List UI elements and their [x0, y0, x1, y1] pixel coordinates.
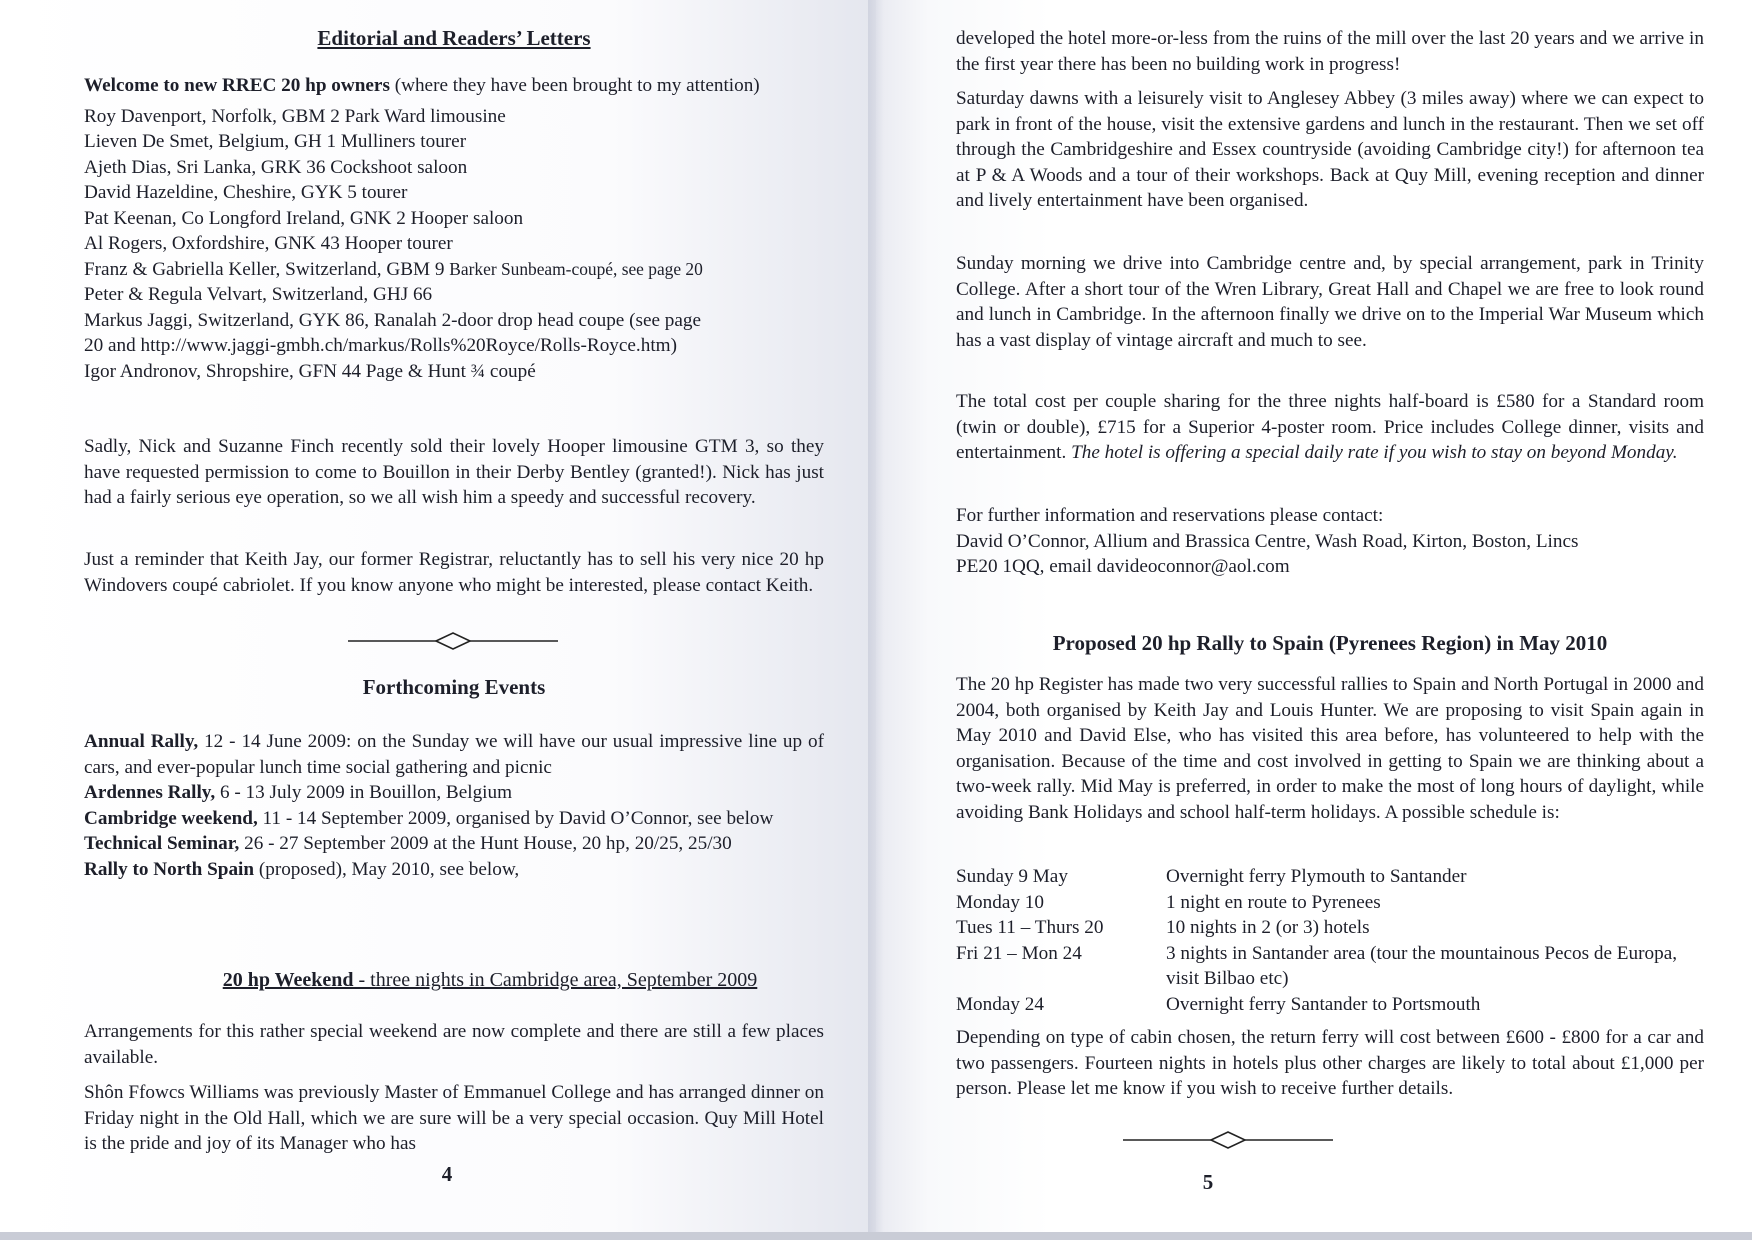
- owner-item: Peter & Regula Velvart, Switzerland, GHJ 66: [84, 284, 433, 305]
- spain-paragraph: The 20 hp Register has made two very successful rallies to Spain and North Portugal in 2000 and 2004, both organised by Keith Jay and Louis Hunter. We are proposing to visit Spain again in May 2010 and David Else, who has visited this area before, has volunteered to help with the organisation. Because of the time and cost involved in getting to Spain we are thinking about a two-week rally. Mid May is preferred, in order to make the most of long hours of daylight, while avoiding Bank Holidays and school half-term holidays. A possible schedule is:: [956, 674, 1704, 823]
- events-list: [84, 729, 824, 882]
- schedule-desc: 10 nights in 2 (or 3) hotels: [1166, 917, 1370, 938]
- event-title: Technical Seminar,: [84, 833, 240, 854]
- cost-paragraph: [956, 389, 1704, 466]
- page-number-right: 5: [1202, 1170, 1214, 1194]
- weekend-intro-paragraph: Arrangements for this rather special weekend are now complete and there are still a few places available.: [84, 1021, 824, 1068]
- schedule-day: Monday 10: [956, 891, 1044, 913]
- spain-heading: Proposed 20 hp Rally to Spain (Pyrenees Region) in May 2010: [1052, 631, 1608, 655]
- finch-paragraph: Sadly, Nick and Suzanne Finch recently sold their lovely Hooper limousine GTM 3, so they have requested permission to come to Bouillon in their Derby Bentley (granted!). Nick has just had a fairly serious eye operation, so we all wish him a speedy and successful recovery.: [84, 436, 824, 508]
- cost-daily-rate-note: The hotel is offering a special daily rate if you wish to stay on beyond Monday.: [1071, 442, 1678, 463]
- owner-item-jaggi-1: Markus Jaggi, Switzerland, GYK 86, Ranalah 2-door drop head coupe (see page: [84, 309, 702, 331]
- contact-email: PE20 1QQ, email davideoconnor@aol.com: [956, 556, 1290, 577]
- editorial-heading: Editorial and Readers’ Letters: [317, 26, 591, 50]
- schedule-row: [956, 941, 1704, 992]
- events-heading: Forthcoming Events: [362, 675, 546, 699]
- event-technical-seminar: [84, 831, 744, 857]
- scanner-bottom-edge: [0, 1232, 1752, 1240]
- book-gutter: [868, 0, 884, 1240]
- welcome-lead: Welcome to new RREC 20 hp owners: [84, 75, 390, 96]
- schedule-desc: Overnight ferry Plymouth to Santander: [1166, 866, 1467, 887]
- schedule-row: [956, 992, 1704, 1018]
- owner-item: Al Rogers, Oxfordshire, GNK 43 Hooper tourer: [84, 233, 453, 254]
- schedule-row: [956, 915, 1704, 941]
- hotel-continuation-paragraph: developed the hotel more-or-less from the ruins of the mill over the last 20 years and we arrive in the first year there has been no building work in progress!: [956, 28, 1704, 75]
- saturday-paragraph: Saturday dawns with a leisurely visit to Anglesey Abbey (3 miles away) where we can expect to park in front of the house, visit the extensive gardens and lunch in the restaurant. Then we set off through the Cambridgeshire and Essex countryside (avoiding Cambridge city!) for afternoon tea at P & A Woods and a tour of their workshops. Back at Quy Mill, evening reception and dinner and lively entertainment have been organised.: [956, 88, 1704, 211]
- schedule-row: [956, 890, 1704, 916]
- welcome-lead-rest: (where they have been brought to my attention): [389, 75, 760, 96]
- welcome-intro: [84, 73, 824, 99]
- weekend-heading: [84, 968, 824, 994]
- section-divider-ornament: [348, 629, 558, 653]
- event-text: 12 - 14 June 2009: on the Sunday we will have our usual impressive line up of cars, and ever-popular lunch time social gathering and picnic: [84, 731, 824, 778]
- schedule-row: [956, 864, 1704, 890]
- owner-item: Lieven De Smet, Belgium, GH 1 Mulliners tourer: [84, 131, 467, 152]
- schedule-table: [956, 864, 1704, 1017]
- page-number-left: 4: [441, 1162, 453, 1186]
- contact-intro: For further information and reservations please contact:: [956, 505, 1384, 526]
- schedule-desc: Overnight ferry Santander to Portsmouth: [1166, 993, 1481, 1015]
- owners-list: [84, 104, 824, 385]
- keller-main: Franz & Gabriella Keller, Switzerland, GBM 9: [84, 258, 450, 280]
- owner-item: Roy Davenport, Norfolk, GBM 2 Park Ward limousine: [84, 105, 506, 127]
- event-north-spain: [84, 857, 824, 883]
- jay-paragraph: Just a reminder that Keith Jay, our former Registrar, reluctantly has to sell his very nice 20 hp Windovers coupé cabriolet. If you know anyone who might be interested, please contact Keith.: [84, 549, 824, 596]
- schedule-day: Fri 21 – Mon 24: [956, 942, 1082, 964]
- event-title: Rally to North Spain: [84, 858, 255, 880]
- event-ardennes-rally: [84, 780, 824, 806]
- event-text: (proposed), May 2010, see below,: [254, 858, 520, 880]
- event-text: 6 - 13 July 2009 in Bouillon, Belgium: [215, 782, 513, 803]
- weekend-dinner-paragraph: Shôn Ffowcs Williams was previously Master of Emmanuel College and has arranged dinner on Friday night in the Old Hall, which we are sure will be a very special occasion. Quy Mill Hotel is the pride and joy of its Manager who has: [84, 1082, 824, 1154]
- schedule-day: Tues 11 – Thurs 20: [956, 917, 1104, 938]
- keller-car: Barker Sunbeam-coupé, see page 20: [449, 258, 703, 279]
- right-page: [876, 0, 1752, 1240]
- owner-item-keller: [84, 257, 824, 283]
- section-divider-ornament: [1123, 1128, 1333, 1152]
- owner-item: Pat Keenan, Co Longford Ireland, GNK 2 Hooper saloon: [84, 207, 524, 229]
- schedule-day: Monday 24: [956, 993, 1044, 1015]
- cost-text: The total cost per couple sharing for the three nights half-board is £580 for a Standard room (twin or double), £715 for a Superior 4-poster room. Price includes College dinner, visits and entertainment.: [956, 391, 1704, 463]
- event-title: Ardennes Rally,: [84, 782, 216, 803]
- event-annual-rally: [84, 729, 824, 780]
- event-text: 26 - 27 September 2009 at the Hunt House, 20 hp, 20/25, 25/30: [239, 833, 732, 854]
- schedule-desc: 3 nights in Santander area (tour the mountainous Pecos de Europa, visit Bilbao etc): [1166, 942, 1678, 989]
- contact-block: [956, 503, 1704, 580]
- ferry-cost-paragraph: Depending on type of cabin chosen, the return ferry will cost between £600 - £800 for a car and two passengers. Fourteen nights in hotels plus other charges are likely to total about £1,000 per person. Please let me know if you wish to receive further details.: [956, 1027, 1704, 1099]
- weekend-heading-rest: - three nights in Cambridge area, September 2009: [353, 969, 758, 991]
- owner-item: David Hazeldine, Cheshire, GYK 5 tourer: [84, 182, 408, 203]
- event-title: Cambridge weekend,: [84, 807, 258, 829]
- event-cambridge-weekend: [84, 806, 824, 832]
- owner-item: Igor Andronov, Shropshire, GFN 44 Page & Hunt ¾ coupé: [84, 360, 536, 382]
- weekend-heading-bold: 20 hp Weekend: [222, 969, 354, 991]
- event-text: 11 - 14 September 2009, organised by David O’Connor, see below: [257, 807, 774, 829]
- sunday-paragraph: Sunday morning we drive into Cambridge centre and, by special arrangement, park in Trinity College. After a short tour of the Wren Library, Great Hall and Chapel we are free to look round and lunch in Cambridge. In the afternoon finally we drive on to the Imperial War Museum which has a vast display of vintage aircraft and much to see.: [956, 253, 1704, 351]
- schedule-desc: 1 night en route to Pyrenees: [1166, 891, 1381, 913]
- event-title: Annual Rally,: [84, 731, 199, 752]
- owner-item: Ajeth Dias, Sri Lanka, GRK 36 Cockshoot saloon: [84, 156, 468, 178]
- contact-address: David O’Connor, Allium and Brassica Centre, Wash Road, Kirton, Boston, Lincs: [956, 530, 1579, 552]
- welcome-section: [84, 73, 824, 384]
- schedule-day: Sunday 9 May: [956, 866, 1068, 887]
- owner-item-jaggi-2: 20 and http://www.jaggi-gmbh.ch/markus/Rolls%20Royce/Rolls-Royce.htm): [84, 335, 677, 356]
